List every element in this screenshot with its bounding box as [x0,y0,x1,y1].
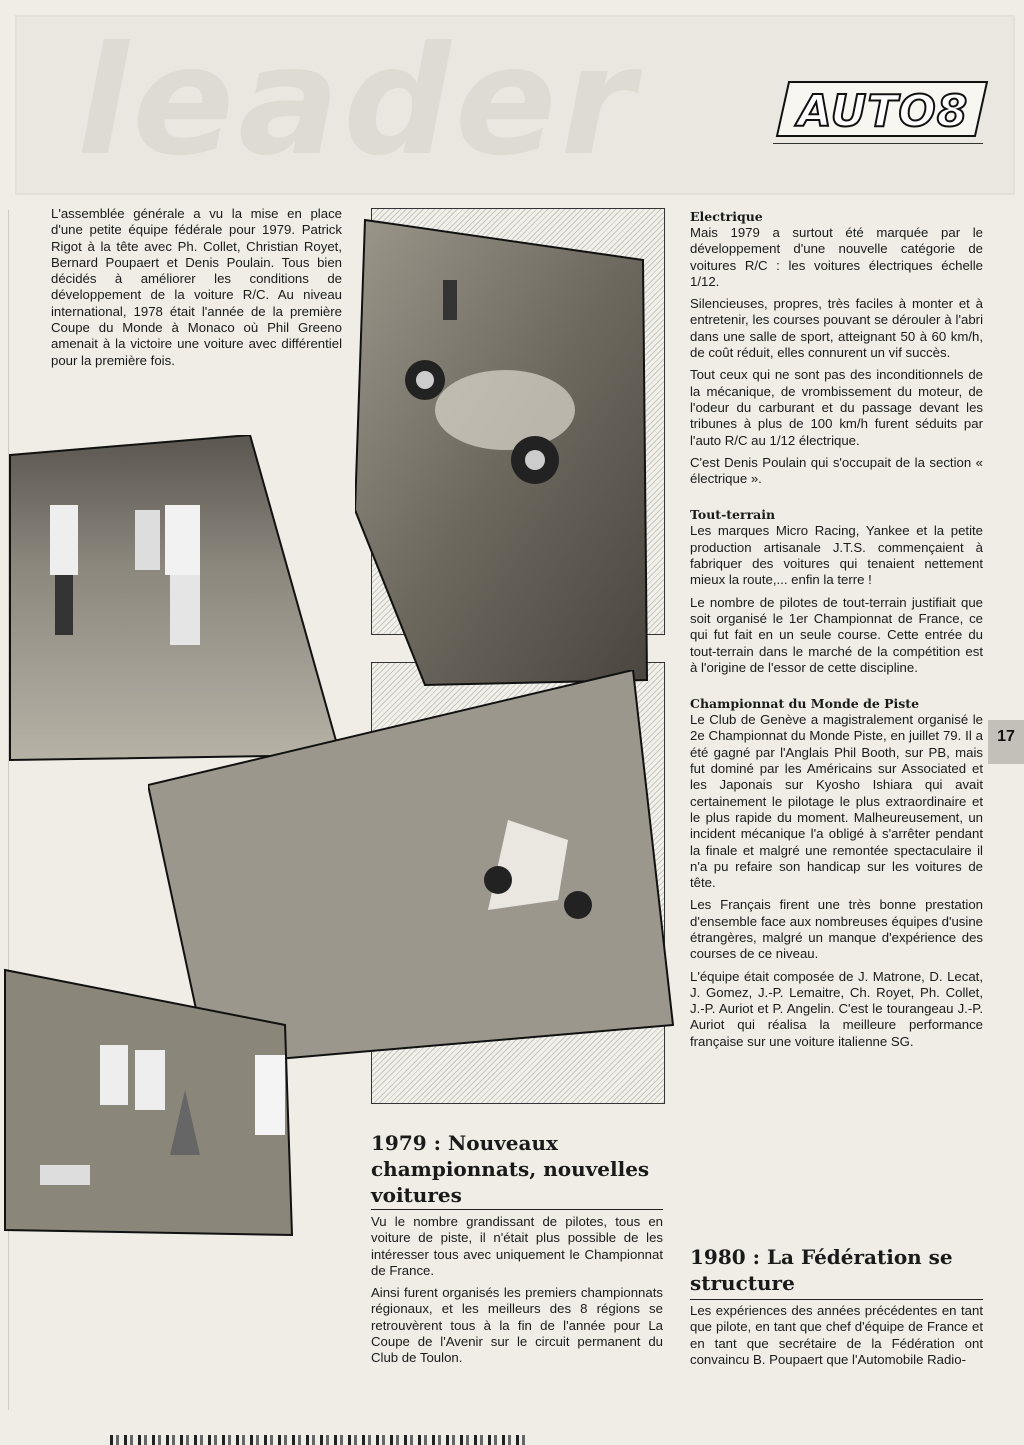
page-number: 17 [988,720,1024,764]
logo-rule [773,143,983,144]
photo-buggy-climbing [355,210,655,690]
right-column: Electrique Mais 1979 a surtout été marquée par le développement d'une nouvelle catégorie de voitures R/C : les voitures électriques échelle 1/12. Silencieuses, propres, très faciles à monter et à entretenir, les courses pouvant se dérouler à l'abri dans une salle de sport, atteignant 50 à 60 km/h, de coût réduit, elles connurent un vif succès. Tout ceux qui ne sont pas des inconditionnels de la mécanique, de vrombissement du moteur, de l'odeur du carburant et du passage devant les tribunes à plus de 100 km/h furent séduits par l'auto R/C au 1/12 électrique. C'est Denis Poulain qui s'occupait de la section « électrique ». Tout-terrain Les marques Micro Racing, Yankee et la petite production artisanale J.T.S. commençaient à fabriquer des voitures qui tenaient nettement mieux la route,... enfin la terre ! Le nombre de pilotes de tout-terrain justifiait que soit organisé le 1er Championnat de France, ce qui fut fait en un seule course. Cette entrée du tout-terrain dans le marché de la compétition est à l'origine de l'essor de cette discipline. Championnat du Monde de Piste Le Club de Genève a magistralement organisé le 2e Championnat du Monde Piste, en juillet 79. Il a été gagné par l'Anglais Phil Booth, sur PB, mais fut dominé par les Américains sur Associated et les Japonais sur Kyosho Ishiara qui avait certainement le pilotage le plus extraordinaire et le plus rapide du moment. Malheureusement, un incident mécanique l'a obligé à s'arrêter pendant la finale et malgré une remontée spectaculaire il n'a pu refaire son handicap sur les voitures de tête. Les Français firent une très bonne prestation d'ensemble face aux nombreuses équipes d'usine étrangères, malgré un manque d'expérience des courses de ce niveau. L'équipe était composée de J. Matrone, D. Lecat, J. Gomez, J.-P. Lemaitre, Ch. Royet, Ph. Collet, J.-P. Auriot et P. Angelin. C'est le tourangeau J.-P. Auriot qui réalisa la meilleure performance française sur une voiture italienne SG. [690,209,983,1049]
rule-1979 [371,1209,663,1210]
rule-1980 [690,1299,983,1300]
heading-tout-terrain: Tout-terrain [690,507,776,523]
section-1980-body: Les expériences des années précédentes en tant que pilote, en tant que chef d'équipe de France et en tant que secrétaire de la Fédération ont convaincu B. Poupaert que l'Automobile Radio- [690,1303,983,1367]
heading-championnat: Championnat du Monde de Piste [690,696,920,712]
intro-paragraph: L'assemblée générale a vu la mise en place d'une petite équipe fédérale pour 1979. Patrick Rigot à la tête avec Ph. Collet, Christian Royet, Bernard Poupaert et Denis Poulain. Tous bien décidés à améliorer les conditions de développement de la voiture R/C. Au niveau international, 1978 était l'année de la première Coupe du Monde à Monaco où Phil Greeno amenait à la victoire une voiture avec différentiel pour la première fois. [51,206,342,368]
section-1979-body: Vu le nombre grandissant de pilotes, tous en voiture de piste, il n'était plus possible de les intéresser tous avec uniquement le Championnat de France. Ainsi furent organisés les premiers championnats régionaux, et les meilleurs des 8 régions se retrouvèrent tous à la fin de l'année pour La Coupe de l'Avenir sur le circuit permanent du Club de Toulon. [371,1214,663,1366]
heading-electrique: Electrique [690,209,763,224]
heading-1979: 1979 : Nouveaux championnats, nouvelles voitures [371,1131,650,1207]
svg-text:AUTO8: AUTO8 [797,86,969,137]
scan-color-strip [110,1435,530,1445]
auto8-logo [775,78,990,140]
photo-drivers-bottom [0,965,295,1240]
background-masthead: leader [15,15,1015,195]
heading-1980: 1980 : La Fédération se structure [690,1245,953,1295]
